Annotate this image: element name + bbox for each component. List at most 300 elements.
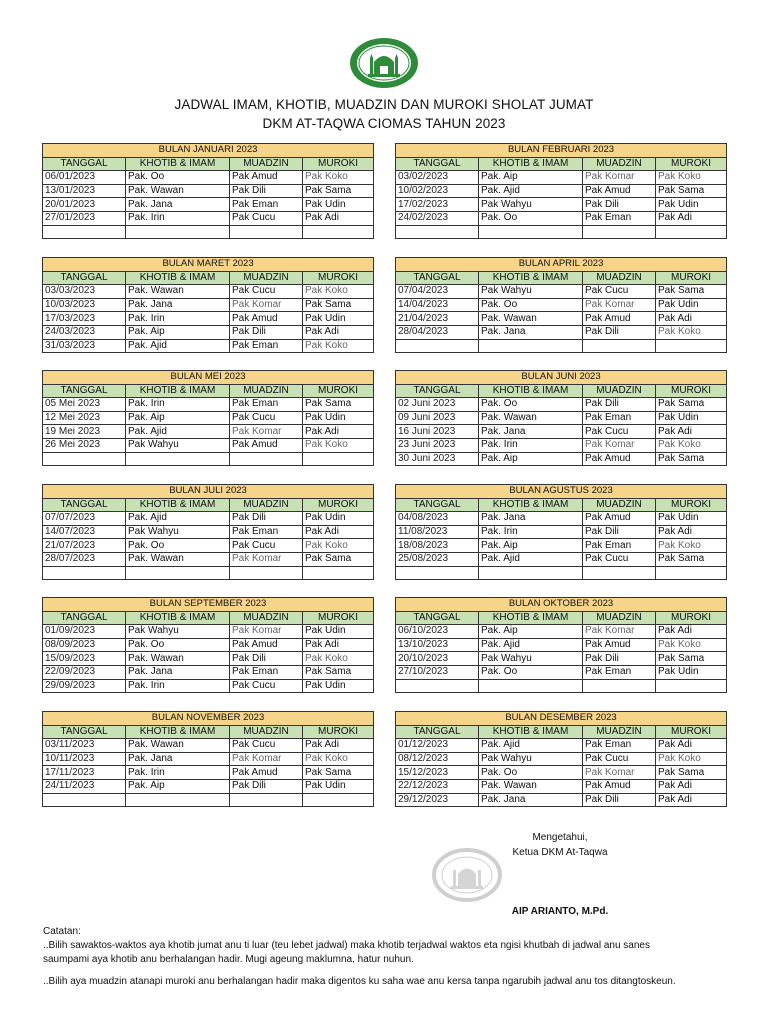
table-row — [43, 312, 374, 326]
muroki-cell — [303, 566, 374, 580]
column-header: TANGGAL — [43, 157, 126, 171]
month-title: BULAN DESEMBER 2023 — [396, 712, 727, 726]
column-header: MUROKI — [303, 384, 374, 398]
muroki-cell — [656, 679, 727, 693]
date-cell: 24/11/2023 — [43, 779, 126, 793]
khotib-cell: Pak. Jana — [126, 198, 230, 212]
table-row — [396, 425, 727, 439]
date-cell: 11/08/2023 — [396, 525, 479, 539]
muroki-cell: Pak Sama — [303, 665, 374, 679]
date-cell: 05 Mei 2023 — [43, 398, 126, 412]
muadzin-cell: Pak Dili — [230, 184, 303, 198]
column-header: MUROKI — [303, 498, 374, 512]
date-cell: 27/10/2023 — [396, 665, 479, 679]
khotib-cell: Pak. Jana — [126, 298, 230, 312]
khotib-cell: Pak. Jana — [126, 752, 230, 766]
khotib-cell: Pak. Aip — [479, 171, 583, 185]
muadzin-cell — [230, 452, 303, 466]
muroki-cell — [303, 452, 374, 466]
date-cell: 31/03/2023 — [43, 339, 126, 353]
column-header: MUADZIN — [230, 498, 303, 512]
khotib-cell: Pak. Irin — [126, 312, 230, 326]
muroki-cell — [656, 566, 727, 580]
muroki-cell: Pak Adi — [303, 638, 374, 652]
table-row — [396, 679, 727, 693]
date-cell: 08/12/2023 — [396, 752, 479, 766]
table-row — [43, 638, 374, 652]
column-header: KHOTIB & IMAM — [126, 725, 230, 739]
table-row — [396, 512, 727, 526]
document-title: JADWAL IMAM, KHOTIB, MUADZIN DAN MUROKI SHOLAT JUMAT — [174, 97, 594, 112]
muroki-cell: Pak Adi — [656, 425, 727, 439]
khotib-cell: Pak. Oo — [479, 766, 583, 780]
muroki-cell: Pak Adi — [656, 525, 727, 539]
date-cell: 22/12/2023 — [396, 779, 479, 793]
muroki-cell: Pak Koko — [303, 752, 374, 766]
muroki-cell: Pak Adi — [303, 325, 374, 339]
date-cell: 20/01/2023 — [43, 198, 126, 212]
khotib-cell: Pak. Wawan — [126, 285, 230, 299]
muroki-cell: Pak Udin — [656, 411, 727, 425]
muroki-cell: Pak Adi — [303, 525, 374, 539]
column-header: TANGGAL — [43, 725, 126, 739]
khotib-cell: Pak. Ajid — [479, 184, 583, 198]
muroki-cell: Pak Koko — [656, 438, 727, 452]
table-row — [43, 793, 374, 807]
khotib-cell: Pak. Oo — [479, 298, 583, 312]
muroki-cell — [656, 225, 727, 239]
date-cell: 21/04/2023 — [396, 312, 479, 326]
muroki-cell: Pak Koko — [303, 539, 374, 553]
table-row — [43, 425, 374, 439]
table-row — [43, 325, 374, 339]
table-row — [396, 198, 727, 212]
khotib-cell — [126, 225, 230, 239]
muroki-cell: Pak Adi — [656, 793, 727, 807]
khotib-cell: Pak. Aip — [479, 539, 583, 553]
muadzin-cell: Pak Eman — [583, 411, 656, 425]
muroki-cell: Pak Adi — [656, 779, 727, 793]
muadzin-cell: Pak Dili — [583, 398, 656, 412]
month-title: BULAN MEI 2023 — [43, 371, 374, 385]
date-cell: 15/12/2023 — [396, 766, 479, 780]
table-row — [396, 739, 727, 753]
muroki-cell: Pak Adi — [656, 625, 727, 639]
month-table — [395, 484, 727, 580]
khotib-cell: Pak Wahyu — [126, 525, 230, 539]
khotib-cell: Pak. Ajid — [126, 425, 230, 439]
date-cell: 21/07/2023 — [43, 539, 126, 553]
muroki-cell: Pak Udin — [303, 625, 374, 639]
month-table — [42, 257, 374, 353]
khotib-cell: Pak. Oo — [479, 398, 583, 412]
khotib-cell — [126, 566, 230, 580]
muroki-cell: Pak Adi — [656, 312, 727, 326]
column-header: TANGGAL — [396, 384, 479, 398]
column-header: MUADZIN — [583, 725, 656, 739]
khotib-cell: Pak. Irin — [126, 211, 230, 225]
column-header: MUROKI — [656, 611, 727, 625]
muadzin-cell: Pak Cucu — [583, 425, 656, 439]
khotib-cell: Pak. Wawan — [126, 739, 230, 753]
muroki-cell: Pak Sama — [656, 552, 727, 566]
muadzin-cell: Pak Amud — [583, 512, 656, 526]
muadzin-cell: Pak Cucu — [230, 411, 303, 425]
khotib-cell: Pak. Irin — [126, 679, 230, 693]
khotib-cell: Pak. Oo — [126, 539, 230, 553]
table-row — [396, 184, 727, 198]
signature-name: AIP ARIANTO, M.Pd. — [511, 906, 609, 917]
muadzin-cell: Pak Cucu — [583, 752, 656, 766]
column-header: TANGGAL — [396, 725, 479, 739]
muroki-cell: Pak Adi — [303, 425, 374, 439]
table-row — [43, 625, 374, 639]
table-row — [43, 566, 374, 580]
date-cell: 04/08/2023 — [396, 512, 479, 526]
column-header: MUADZIN — [583, 271, 656, 285]
date-cell: 28/07/2023 — [43, 552, 126, 566]
muroki-cell: Pak Sama — [303, 766, 374, 780]
table-row — [43, 552, 374, 566]
column-header: KHOTIB & IMAM — [479, 611, 583, 625]
muadzin-cell — [230, 566, 303, 580]
date-cell: 26 Mei 2023 — [43, 438, 126, 452]
table-row — [396, 625, 727, 639]
date-cell: 22/09/2023 — [43, 665, 126, 679]
muroki-cell: Pak Udin — [303, 411, 374, 425]
date-cell — [43, 793, 126, 807]
table-row — [43, 339, 374, 353]
khotib-cell: Pak. Irin — [479, 525, 583, 539]
date-cell: 08/09/2023 — [43, 638, 126, 652]
muroki-cell — [656, 339, 727, 353]
muadzin-cell: Pak Eman — [230, 665, 303, 679]
muroki-cell: Pak Sama — [303, 398, 374, 412]
column-header: KHOTIB & IMAM — [126, 271, 230, 285]
table-row — [396, 452, 727, 466]
date-cell: 18/08/2023 — [396, 539, 479, 553]
table-row — [396, 411, 727, 425]
table-row — [396, 438, 727, 452]
muroki-cell — [303, 225, 374, 239]
date-cell: 10/11/2023 — [43, 752, 126, 766]
muadzin-cell: Pak Komar — [230, 752, 303, 766]
muroki-cell: Pak Sama — [656, 766, 727, 780]
column-header: MUADZIN — [230, 725, 303, 739]
muadzin-cell: Pak Amud — [583, 638, 656, 652]
muroki-cell: Pak Koko — [656, 171, 727, 185]
muadzin-cell — [583, 339, 656, 353]
muroki-cell — [303, 793, 374, 807]
mosque-logo-icon — [348, 36, 420, 90]
muadzin-cell: Pak Eman — [583, 539, 656, 553]
khotib-cell: Pak. Wawan — [479, 779, 583, 793]
column-header: KHOTIB & IMAM — [126, 384, 230, 398]
column-header: MUADZIN — [230, 271, 303, 285]
table-row — [43, 779, 374, 793]
muadzin-cell: Pak Dili — [230, 512, 303, 526]
khotib-cell: Pak. Jana — [126, 665, 230, 679]
muroki-cell: Pak Sama — [656, 398, 727, 412]
khotib-cell: Pak Wahyu — [479, 752, 583, 766]
table-row — [396, 793, 727, 807]
month-title: BULAN JANUARI 2023 — [43, 144, 374, 158]
khotib-cell: Pak. Ajid — [479, 739, 583, 753]
table-row — [43, 171, 374, 185]
muroki-cell: Pak Udin — [303, 312, 374, 326]
note-item-1: ..Bilih sawaktos-waktos aya khotib jumat anu ti luar (teu lebet jadwal) maka khotib terjadwal waktos eta ngisi khutbah di jadwal anu sanes — [43, 940, 650, 951]
muadzin-cell: Pak Komar — [583, 625, 656, 639]
column-header: KHOTIB & IMAM — [479, 157, 583, 171]
month-table — [395, 597, 727, 693]
khotib-cell: Pak. Jana — [479, 793, 583, 807]
column-header: MUROKI — [656, 498, 727, 512]
column-header: MUADZIN — [230, 611, 303, 625]
khotib-cell — [479, 339, 583, 353]
muroki-cell: Pak Adi — [303, 739, 374, 753]
table-row — [43, 512, 374, 526]
table-row — [396, 225, 727, 239]
muadzin-cell: Pak Komar — [230, 298, 303, 312]
muadzin-cell: Pak Komar — [583, 298, 656, 312]
khotib-cell: Pak. Ajid — [126, 512, 230, 526]
column-header: MUADZIN — [583, 384, 656, 398]
month-title: BULAN FEBRUARI 2023 — [396, 144, 727, 158]
month-title: BULAN OKTOBER 2023 — [396, 598, 727, 612]
date-cell: 27/01/2023 — [43, 211, 126, 225]
muroki-cell: Pak Adi — [303, 211, 374, 225]
month-table — [42, 143, 374, 239]
khotib-cell — [479, 679, 583, 693]
column-header: KHOTIB & IMAM — [479, 384, 583, 398]
date-cell: 03/02/2023 — [396, 171, 479, 185]
khotib-cell: Pak. Oo — [126, 638, 230, 652]
column-header: TANGGAL — [43, 498, 126, 512]
muadzin-cell: Pak Cucu — [230, 539, 303, 553]
khotib-cell: Pak. Irin — [126, 766, 230, 780]
signature-position: Ketua DKM At-Taqwa — [512, 847, 608, 858]
khotib-cell: Pak. Aip — [126, 779, 230, 793]
muroki-cell: Pak Koko — [303, 652, 374, 666]
khotib-cell: Pak. Aip — [479, 625, 583, 639]
column-header: KHOTIB & IMAM — [479, 725, 583, 739]
note-item-1-cont: saumpami aya khotib anu berhalangan hadir. Mugi ageung maklumna, hatur nuhun. — [43, 954, 414, 965]
date-cell: 13/01/2023 — [43, 184, 126, 198]
khotib-cell: Pak. Wawan — [126, 652, 230, 666]
muadzin-cell — [583, 566, 656, 580]
date-cell: 10/03/2023 — [43, 298, 126, 312]
table-row — [396, 211, 727, 225]
column-header: MUADZIN — [583, 498, 656, 512]
column-header: KHOTIB & IMAM — [126, 611, 230, 625]
month-title: BULAN MARET 2023 — [43, 258, 374, 272]
khotib-cell: Pak Wahyu — [126, 625, 230, 639]
muadzin-cell — [583, 679, 656, 693]
date-cell: 17/03/2023 — [43, 312, 126, 326]
muroki-cell: Pak Koko — [303, 285, 374, 299]
muroki-cell: Pak Sama — [656, 184, 727, 198]
khotib-cell: Pak. Ajid — [126, 339, 230, 353]
column-header: MUROKI — [303, 611, 374, 625]
khotib-cell — [126, 793, 230, 807]
month-table — [395, 143, 727, 239]
muadzin-cell: Pak Eman — [583, 211, 656, 225]
muroki-cell: Pak Udin — [656, 198, 727, 212]
muadzin-cell: Pak Amud — [230, 638, 303, 652]
muroki-cell: Pak Koko — [303, 438, 374, 452]
column-header: TANGGAL — [43, 271, 126, 285]
date-cell: 02 Juni 2023 — [396, 398, 479, 412]
muroki-cell: Pak Sama — [656, 452, 727, 466]
date-cell: 24/02/2023 — [396, 211, 479, 225]
khotib-cell: Pak. Oo — [479, 665, 583, 679]
table-row — [396, 171, 727, 185]
muadzin-cell: Pak Dili — [230, 779, 303, 793]
table-row — [396, 312, 727, 326]
month-table — [42, 484, 374, 580]
muroki-cell: Pak Sama — [656, 285, 727, 299]
date-cell: 29/09/2023 — [43, 679, 126, 693]
month-table — [395, 711, 727, 807]
muadzin-cell: Pak Eman — [230, 398, 303, 412]
muadzin-cell: Pak Komar — [583, 766, 656, 780]
date-cell: 12 Mei 2023 — [43, 411, 126, 425]
khotib-cell — [126, 452, 230, 466]
date-cell: 17/02/2023 — [396, 198, 479, 212]
khotib-cell: Pak. Oo — [479, 211, 583, 225]
date-cell: 24/03/2023 — [43, 325, 126, 339]
table-row — [396, 779, 727, 793]
table-row — [43, 198, 374, 212]
table-row — [43, 652, 374, 666]
table-row — [396, 539, 727, 553]
table-row — [396, 339, 727, 353]
khotib-cell: Pak. Jana — [479, 512, 583, 526]
table-row — [43, 679, 374, 693]
date-cell: 14/04/2023 — [396, 298, 479, 312]
table-row — [396, 552, 727, 566]
muroki-cell: Pak Adi — [656, 739, 727, 753]
muroki-cell: Pak Koko — [303, 171, 374, 185]
table-row — [396, 298, 727, 312]
table-row — [43, 225, 374, 239]
month-title: BULAN JULI 2023 — [43, 485, 374, 499]
table-row — [396, 398, 727, 412]
column-header: MUROKI — [656, 157, 727, 171]
muadzin-cell: Pak Komar — [230, 552, 303, 566]
muadzin-cell: Pak Amud — [230, 766, 303, 780]
muadzin-cell — [583, 225, 656, 239]
khotib-cell: Pak. Wawan — [126, 184, 230, 198]
khotib-cell: Pak. Irin — [479, 438, 583, 452]
month-table — [395, 370, 727, 466]
muadzin-cell: Pak Dili — [230, 652, 303, 666]
table-row — [43, 211, 374, 225]
month-table — [42, 711, 374, 807]
date-cell: 16 Juni 2023 — [396, 425, 479, 439]
table-row — [43, 184, 374, 198]
muroki-cell: Pak Sama — [303, 552, 374, 566]
muroki-cell: Pak Udin — [303, 512, 374, 526]
muadzin-cell: Pak Eman — [583, 739, 656, 753]
muadzin-cell: Pak Cucu — [583, 552, 656, 566]
muadzin-cell: Pak Amud — [583, 452, 656, 466]
muadzin-cell: Pak Amud — [230, 312, 303, 326]
muadzin-cell: Pak Eman — [230, 198, 303, 212]
date-cell: 01/12/2023 — [396, 739, 479, 753]
muadzin-cell: Pak Amud — [583, 184, 656, 198]
table-row — [396, 566, 727, 580]
khotib-cell: Pak Wahyu — [126, 438, 230, 452]
khotib-cell: Pak. Jana — [479, 325, 583, 339]
date-cell: 06/01/2023 — [43, 171, 126, 185]
khotib-cell: Pak Wahyu — [479, 198, 583, 212]
table-row — [396, 285, 727, 299]
muroki-cell: Pak Koko — [656, 539, 727, 553]
table-row — [43, 539, 374, 553]
date-cell — [396, 679, 479, 693]
month-title: BULAN SEPTEMBER 2023 — [43, 598, 374, 612]
date-cell: 19 Mei 2023 — [43, 425, 126, 439]
khotib-cell: Pak. Ajid — [479, 552, 583, 566]
muadzin-cell: Pak Cucu — [583, 285, 656, 299]
muadzin-cell: Pak Amud — [230, 171, 303, 185]
column-header: MUADZIN — [583, 157, 656, 171]
table-row — [43, 766, 374, 780]
muadzin-cell: Pak Eman — [230, 339, 303, 353]
month-title: BULAN JUNI 2023 — [396, 371, 727, 385]
khotib-cell: Pak. Aip — [126, 411, 230, 425]
muroki-cell: Pak Udin — [303, 779, 374, 793]
muadzin-cell — [230, 225, 303, 239]
muroki-cell: Pak Udin — [303, 198, 374, 212]
column-header: MUADZIN — [230, 157, 303, 171]
muadzin-cell: Pak Amud — [583, 779, 656, 793]
khotib-cell: Pak Wahyu — [479, 652, 583, 666]
date-cell — [396, 566, 479, 580]
month-table — [395, 257, 727, 353]
date-cell: 03/11/2023 — [43, 739, 126, 753]
khotib-cell: Pak. Irin — [126, 398, 230, 412]
date-cell — [43, 452, 126, 466]
date-cell: 29/12/2023 — [396, 793, 479, 807]
muroki-cell: Pak Udin — [656, 298, 727, 312]
column-header: MUROKI — [656, 725, 727, 739]
khotib-cell: Pak. Wawan — [479, 312, 583, 326]
date-cell: 28/04/2023 — [396, 325, 479, 339]
table-row — [43, 739, 374, 753]
column-header: MUROKI — [303, 157, 374, 171]
muadzin-cell: Pak Dili — [583, 793, 656, 807]
muroki-cell: Pak Sama — [656, 652, 727, 666]
date-cell: 30 Juni 2023 — [396, 452, 479, 466]
date-cell — [396, 225, 479, 239]
date-cell: 25/08/2023 — [396, 552, 479, 566]
khotib-cell: Pak. Ajid — [479, 638, 583, 652]
column-header: KHOTIB & IMAM — [479, 498, 583, 512]
date-cell: 20/10/2023 — [396, 652, 479, 666]
muroki-cell: Pak Sama — [303, 184, 374, 198]
table-row — [396, 665, 727, 679]
column-header: KHOTIB & IMAM — [126, 498, 230, 512]
table-row — [43, 298, 374, 312]
muadzin-cell: Pak Cucu — [230, 211, 303, 225]
month-title: BULAN AGUSTUS 2023 — [396, 485, 727, 499]
column-header: MUROKI — [656, 271, 727, 285]
muroki-cell: Pak Koko — [303, 339, 374, 353]
muadzin-cell: Pak Dili — [583, 525, 656, 539]
date-cell: 14/07/2023 — [43, 525, 126, 539]
